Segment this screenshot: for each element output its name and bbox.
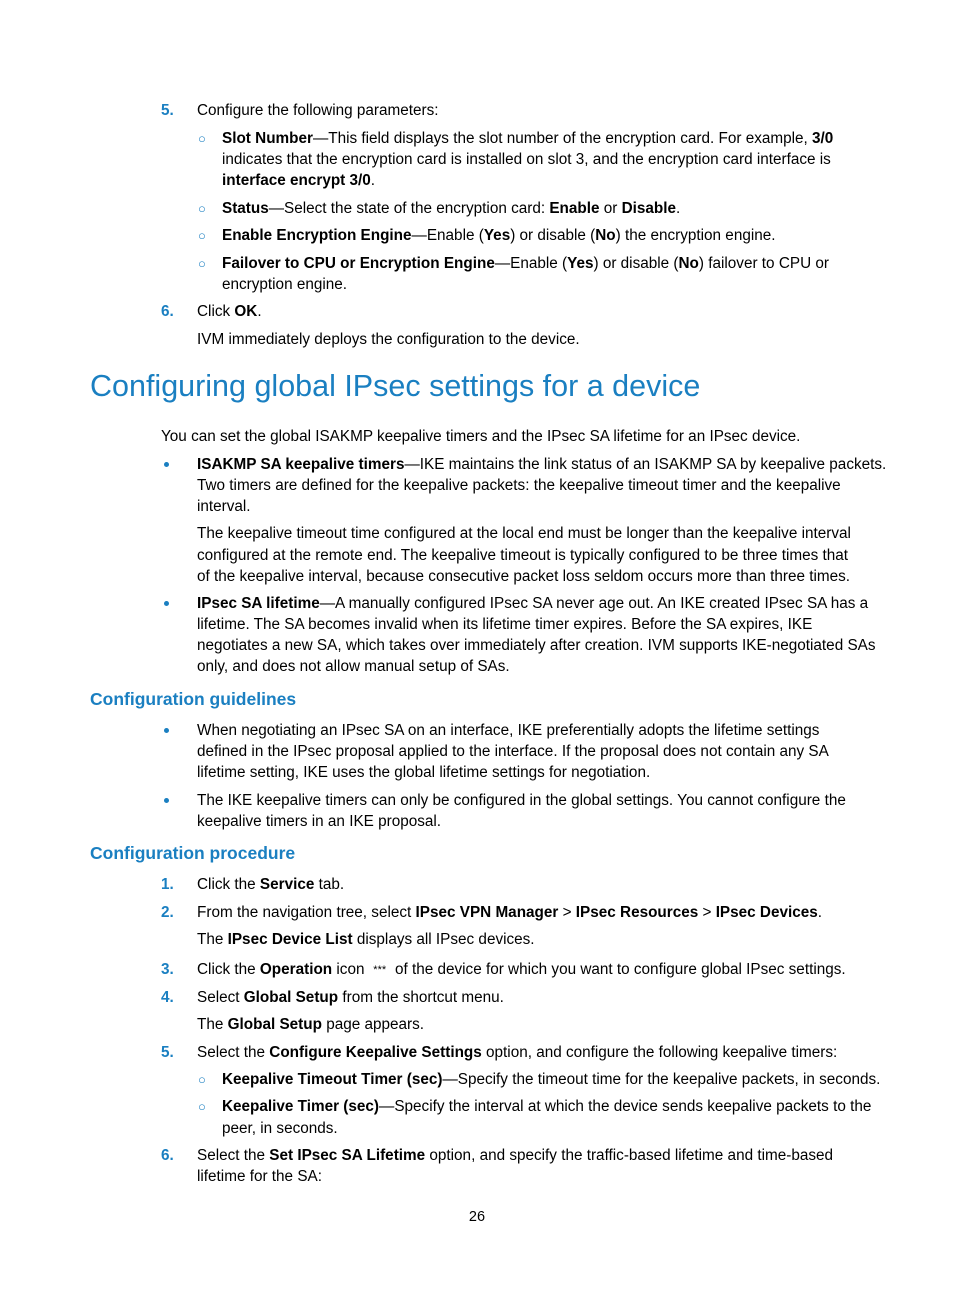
subsection-title: Configuration guidelines xyxy=(90,689,297,709)
sub-bullet: ○ xyxy=(198,131,206,146)
sub-bullet: ○ xyxy=(198,1099,206,1114)
sub-item-text: encryption engine. xyxy=(222,276,348,293)
step-number: 3. xyxy=(161,961,174,978)
bullet-text: keepalive timers in an IKE proposal. xyxy=(197,813,442,830)
sub-item-text: peer, in seconds. xyxy=(222,1120,338,1137)
bullet-text: ISAKMP SA keepalive timers—IKE maintains the link status of an ISAKMP SA by keepalive packets. xyxy=(197,456,887,473)
bullet-text: lifetime. The SA becomes invalid when its lifetime timer expires. Before the SA expires, IKE xyxy=(197,616,813,633)
step-number: 1. xyxy=(161,876,174,893)
sub-item-text: Keepalive Timer (sec)—Specify the interval at which the device sends keepalive packets to the xyxy=(222,1098,872,1115)
step-number: 5. xyxy=(161,1044,174,1061)
bullet-paragraph: of the keepalive interval, because consecutive packet loss seldom occurs more than three times. xyxy=(197,568,851,585)
step-number: 5. xyxy=(161,102,174,119)
bullet-text: negotiates a new SA, which takes over immediately after creation. IVM supports IKE-negotiated SAs xyxy=(197,637,876,654)
sub-item-text: interface encrypt 3/0. xyxy=(222,172,376,189)
step-text: Select Global Setup from the shortcut menu. xyxy=(197,989,504,1006)
sub-bullet: ○ xyxy=(198,201,206,216)
step-text: Click OK. xyxy=(197,303,262,320)
bullet-text: interval. xyxy=(197,498,251,515)
step-text: Select the Configure Keepalive Settings option, and configure the following keepalive timers: xyxy=(197,1044,838,1061)
step-note: IVM immediately deploys the configuration to the device. xyxy=(197,331,580,348)
step-text: From the navigation tree, select IPsec VPN Manager > IPsec Resources > IPsec Devices. xyxy=(197,904,822,921)
step-number: 4. xyxy=(161,989,174,1006)
sub-item-text: indicates that the encryption card is installed on slot 3, and the encryption card interface is xyxy=(222,151,831,168)
bullet-text: The IKE keepalive timers can only be configured in the global settings. You cannot configure the xyxy=(197,792,846,809)
step-number: 6. xyxy=(161,1147,174,1164)
bullet-text: defined in the IPsec proposal applied to the interface. If the proposal does not contain any SA xyxy=(197,743,829,760)
sub-item-text: Status—Select the state of the encryption card: Enable or Disable. xyxy=(222,200,681,217)
bullet-paragraph: The keepalive timeout time configured at the local end must be longer than the keepalive interval xyxy=(197,525,851,542)
section-title: Configuring global IPsec settings for a device xyxy=(90,369,701,403)
step-number: 2. xyxy=(161,904,174,921)
bullet-text: lifetime setting, IKE uses the global lifetime settings for negotiation. xyxy=(197,764,651,781)
step-text: Click the Service tab. xyxy=(197,876,345,893)
step-note: The IPsec Device List displays all IPsec devices. xyxy=(197,931,535,948)
bullet-dot xyxy=(164,728,169,733)
step-text: Click the Operation icon *** of the device for which you want to configure global IPsec settings. xyxy=(197,959,846,981)
sub-bullet: ○ xyxy=(198,1072,206,1087)
bullet-dot xyxy=(164,798,169,803)
step-text: Select the Set IPsec SA Lifetime option, and specify the traffic-based lifetime and time-based xyxy=(197,1147,834,1164)
page-number: 26 xyxy=(468,1209,486,1225)
sub-item-text: Enable Encryption Engine—Enable (Yes) or disable (No) the encryption engine. xyxy=(222,227,776,244)
sub-item-text: Keepalive Timeout Timer (sec)—Specify the timeout time for the keepalive packets, in seconds. xyxy=(222,1071,881,1088)
sub-item-text: Failover to CPU or Encryption Engine—Enable (Yes) or disable (No) failover to CPU or xyxy=(222,255,829,272)
bullet-dot xyxy=(164,601,169,606)
sub-item-text: Slot Number—This field displays the slot number of the encryption card. For example, 3/0 xyxy=(222,130,834,147)
step-number: 6. xyxy=(161,303,174,320)
bullet-text: IPsec SA lifetime—A manually configured IPsec SA never age out. An IKE created IPsec SA has a xyxy=(197,595,869,612)
step-text: Configure the following parameters: xyxy=(197,102,439,119)
subsection-title: Configuration procedure xyxy=(90,843,296,863)
step-note: The Global Setup page appears. xyxy=(197,1016,425,1033)
bullet-text: Two timers are defined for the keepalive packets: the keepalive timeout timer and the keepalive xyxy=(197,477,841,494)
operation-icon: *** xyxy=(373,964,387,976)
bullet-paragraph: configured at the remote end. The keepalive timeout is typically configured to be three times that xyxy=(197,547,849,564)
bullet-text: only, and does not allow manual setup of SAs. xyxy=(197,658,510,675)
sub-bullet: ○ xyxy=(198,228,206,243)
step-text: lifetime for the SA: xyxy=(197,1168,322,1185)
section-intro: You can set the global ISAKMP keepalive timers and the IPsec SA lifetime for an IPsec device. xyxy=(161,428,801,445)
bullet-text: When negotiating an IPsec SA on an interface, IKE preferentially adopts the lifetime settings xyxy=(197,722,820,739)
bullet-dot xyxy=(164,462,169,467)
sub-bullet: ○ xyxy=(198,256,206,271)
